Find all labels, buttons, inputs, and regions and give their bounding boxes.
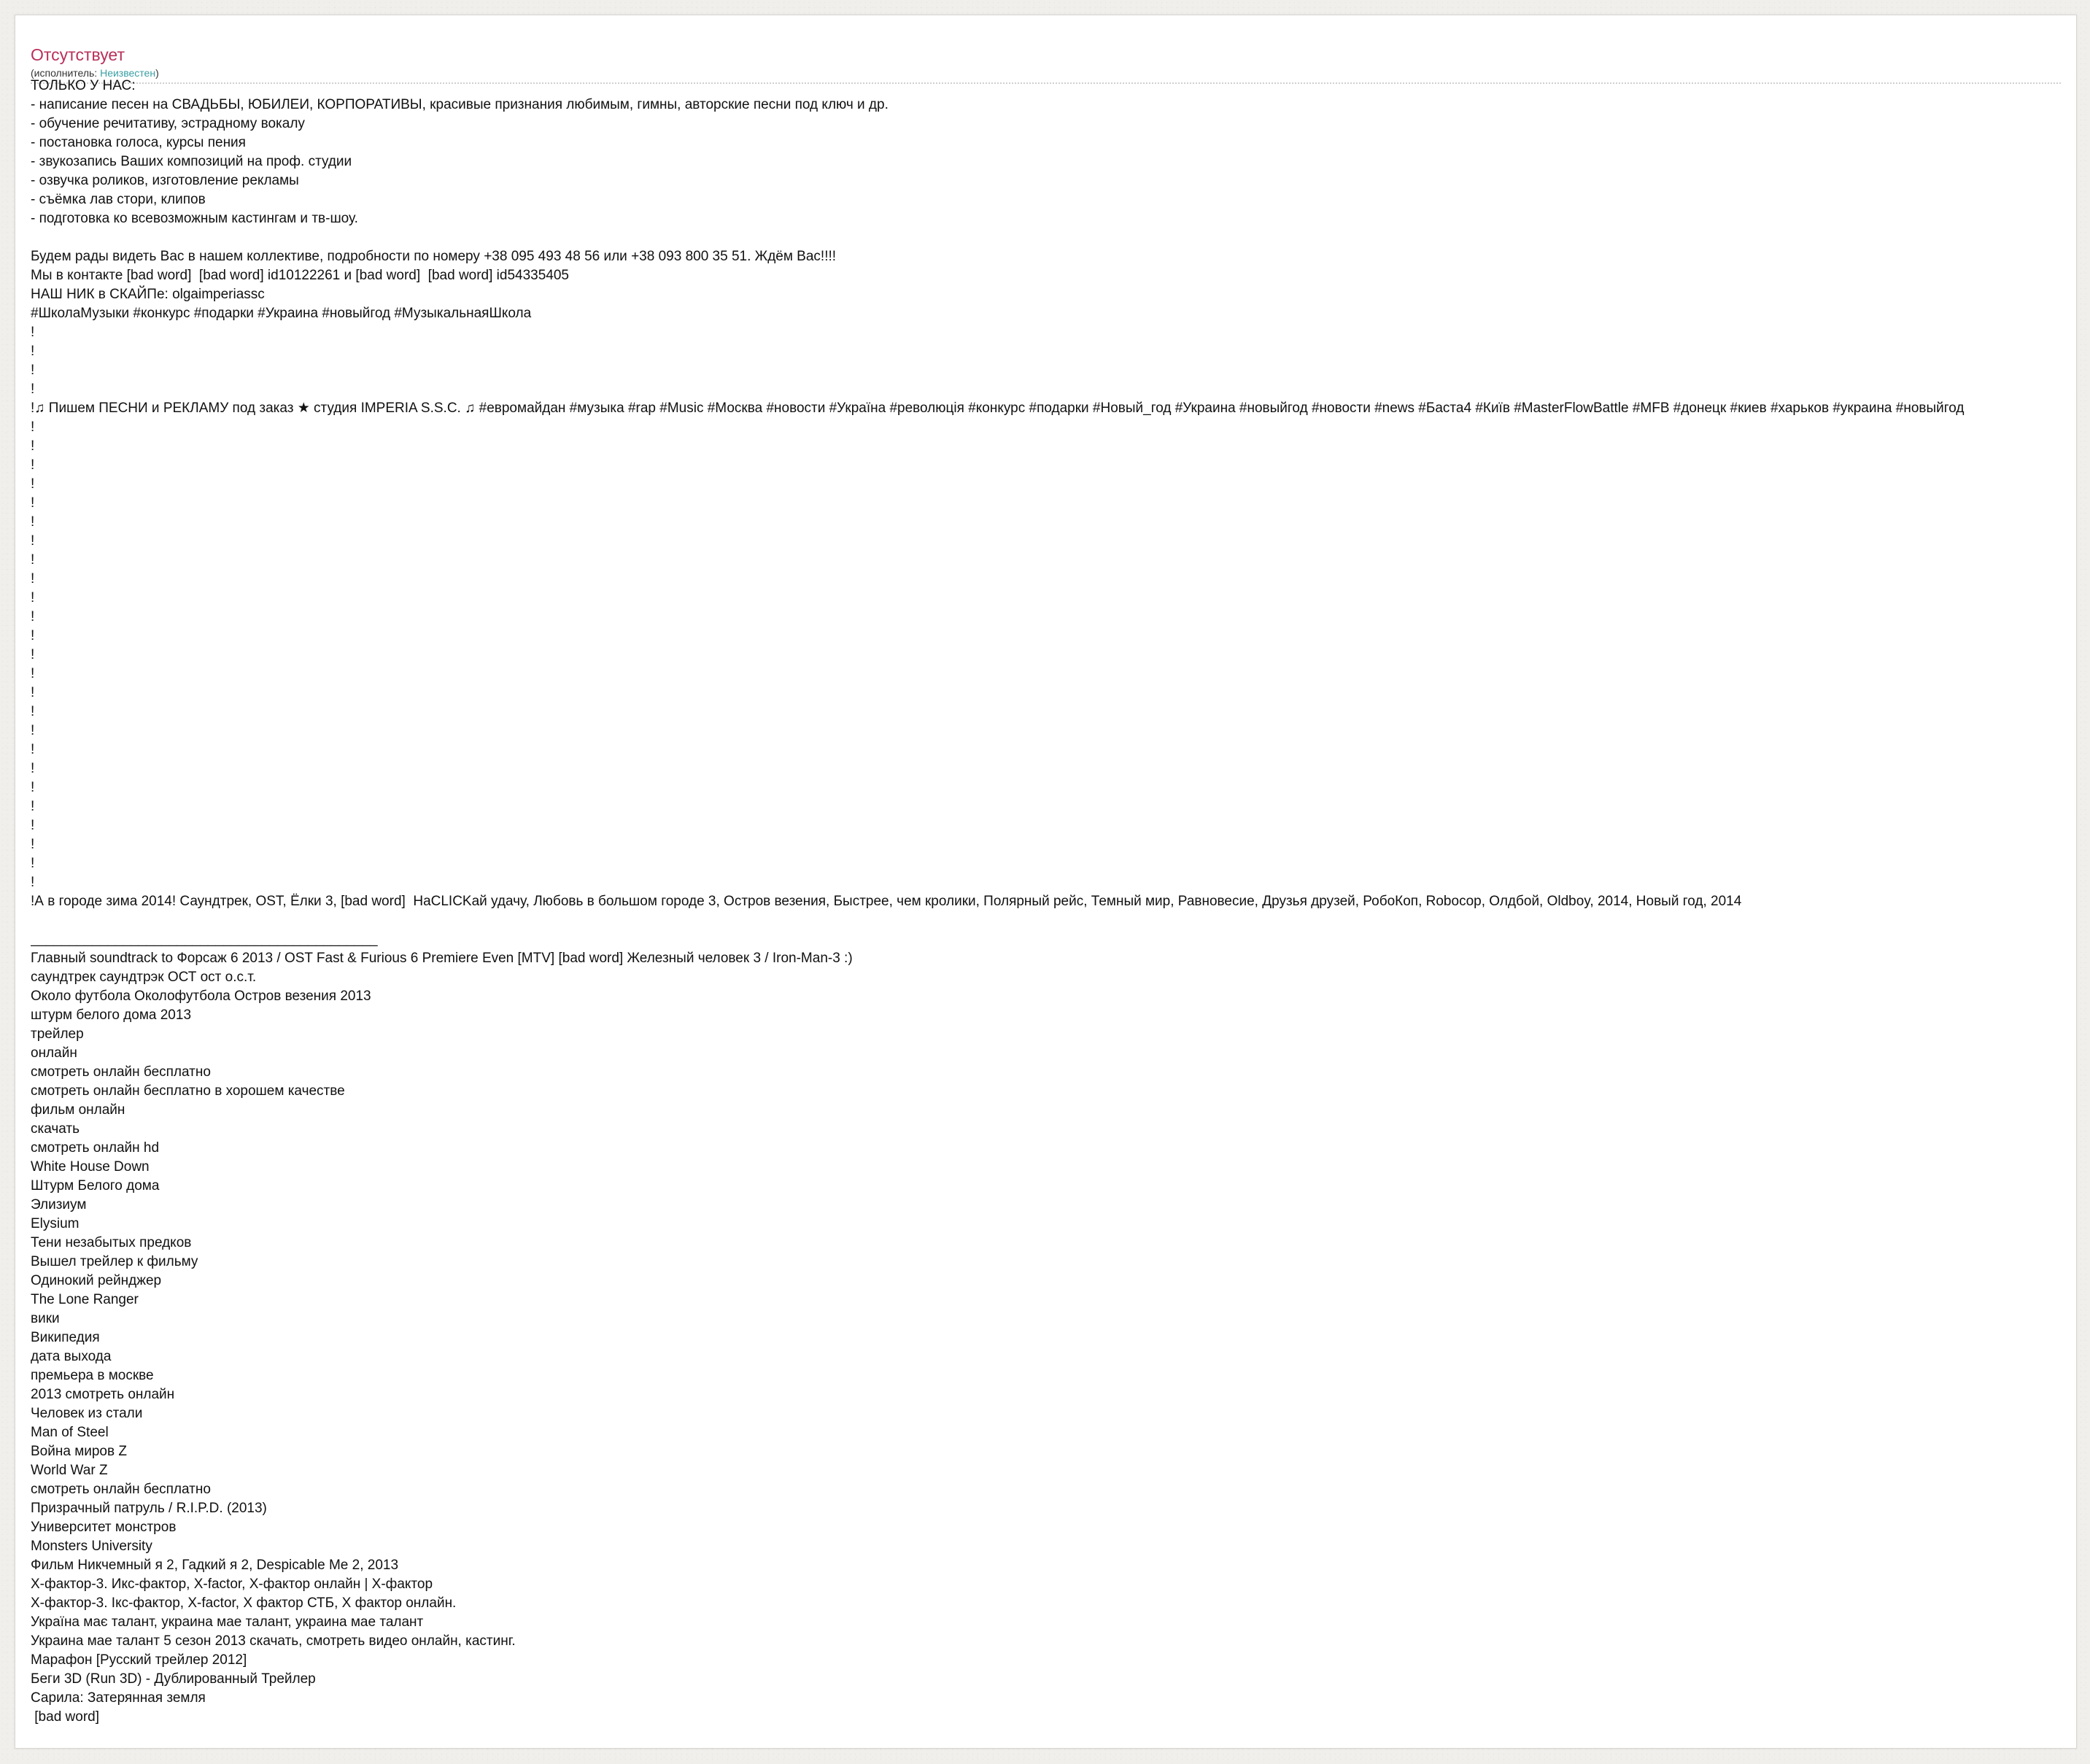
performer-prefix: (исполнитель: <box>31 67 101 79</box>
song-header <box>31 30 2061 84</box>
lyrics-text: ТОЛЬКО У НАС: - написание песен на СВАДЬБЫ, ЮБИЛЕИ, КОРПОРАТИВЫ, красивые признания любимым, гимны, авторские песни под ключ и др. - обучение речитативу, эстрадному вокалу - постановка голоса, курсы пения - звукозапись Ваших композиций на проф. студии - озвучка роликов, изготовление рекламы - съёмка лав стори, клипов - подготовка ко всевозможным кастингам и тв-шоу. Будем рады видеть Вас в нашем коллективе, подробности по номеру +38 095 493 48 56 или +38 093 800 35 51. Ждём Вас!!!! Мы в контакте [bad word] [bad word] id10122261 и [bad word] [bad word] id54335405 НАШ НИК в СКАЙПе: olgaimperiassc #ШколаМузыки #конкурс #подарки #Украина #новыйгод #МузыкальнаяШкола ! ! ! ! !♫ Пишем ПЕСНИ и РЕКЛАМУ под заказ ★ студия IMPERIA S.S.C. ♫ #евромайдан #музыка #rap #Music #Москва #новости #Україна #революція #конкурс #подарки #Новый_год #Украина #новыйгод #новости #news #Баста4 #Київ #MasterFlowBattle #MFB #донецк #киев #харьков #украина #новыйгод ! ! ! ! ! ! ! ! ! ! ! ! ! ! ! ! ! ! ! ! ! ! ! ! ! !А в городе зима 2014! Саундтрек, OST, Ёлки 3, [bad word] HaCLICKай удачу, Любовь в большом городе 3, Остров везения, Быстрее, чем кролики, Полярный рейс, Темный мир, Равновесие, Друзья друзей, РобоКоп, Robocop, Олдбой, Oldboy, 2014, Новый год, 2014 _____________________________________________ Главный soundtrack to Форсаж 6 2013 / OST Fast & Furious 6 Premiere Even [MTV] [bad word] Железный человек 3 / Iron-Man-3 :) саундтрек саундтрэк ОСТ ост о.с.т. Около футбола Околофутбола Остров везения 2013 штурм белого дома 2013 трейлер онлайн смотреть онлайн бесплатно смотреть онлайн бесплатно в хорошем качестве фильм онлайн скачать смотреть онлайн hd White House Down Штурм Белого дома Элизиум Elysium Тени незабытых предков Вышел трейлер к фильму Одинокий рейнджер The Lone Ranger вики Википедия дата выхода премьера в москве 2013 смотреть онлайн Человек из стали Man of Steel Война миров Z World War Z смотреть онлайн бесплатно Призрачный патруль / R.I.P.D. (2013) Университет монстров Monsters University Фильм Никчемный я 2, Гадкий я 2, Despicable Me 2, 2013 X-фактор-3. Икс-фактор, X-factor, X-фактор онлайн | X-фактор X-фактор-3. Ікс-фактор, X-factor, Х фактор СТБ, Х фактор онлайн. Україна має талант, украина мае талант, украина мае талант Украина мае талант 5 сезон 2013 скачать, смотреть видео онлайн, кастинг. Марафон [Русский трейлер 2012] Беги 3D (Run 3D) - Дублированный Трейлер Сарила: Затерянная земля [bad word] <box>31 78 1965 1725</box>
performer-suffix: ) <box>155 67 159 79</box>
content-panel <box>15 15 2077 1749</box>
performer-link[interactable]: Неизвестен <box>100 67 156 79</box>
song-title: Отсутствует <box>31 45 125 64</box>
